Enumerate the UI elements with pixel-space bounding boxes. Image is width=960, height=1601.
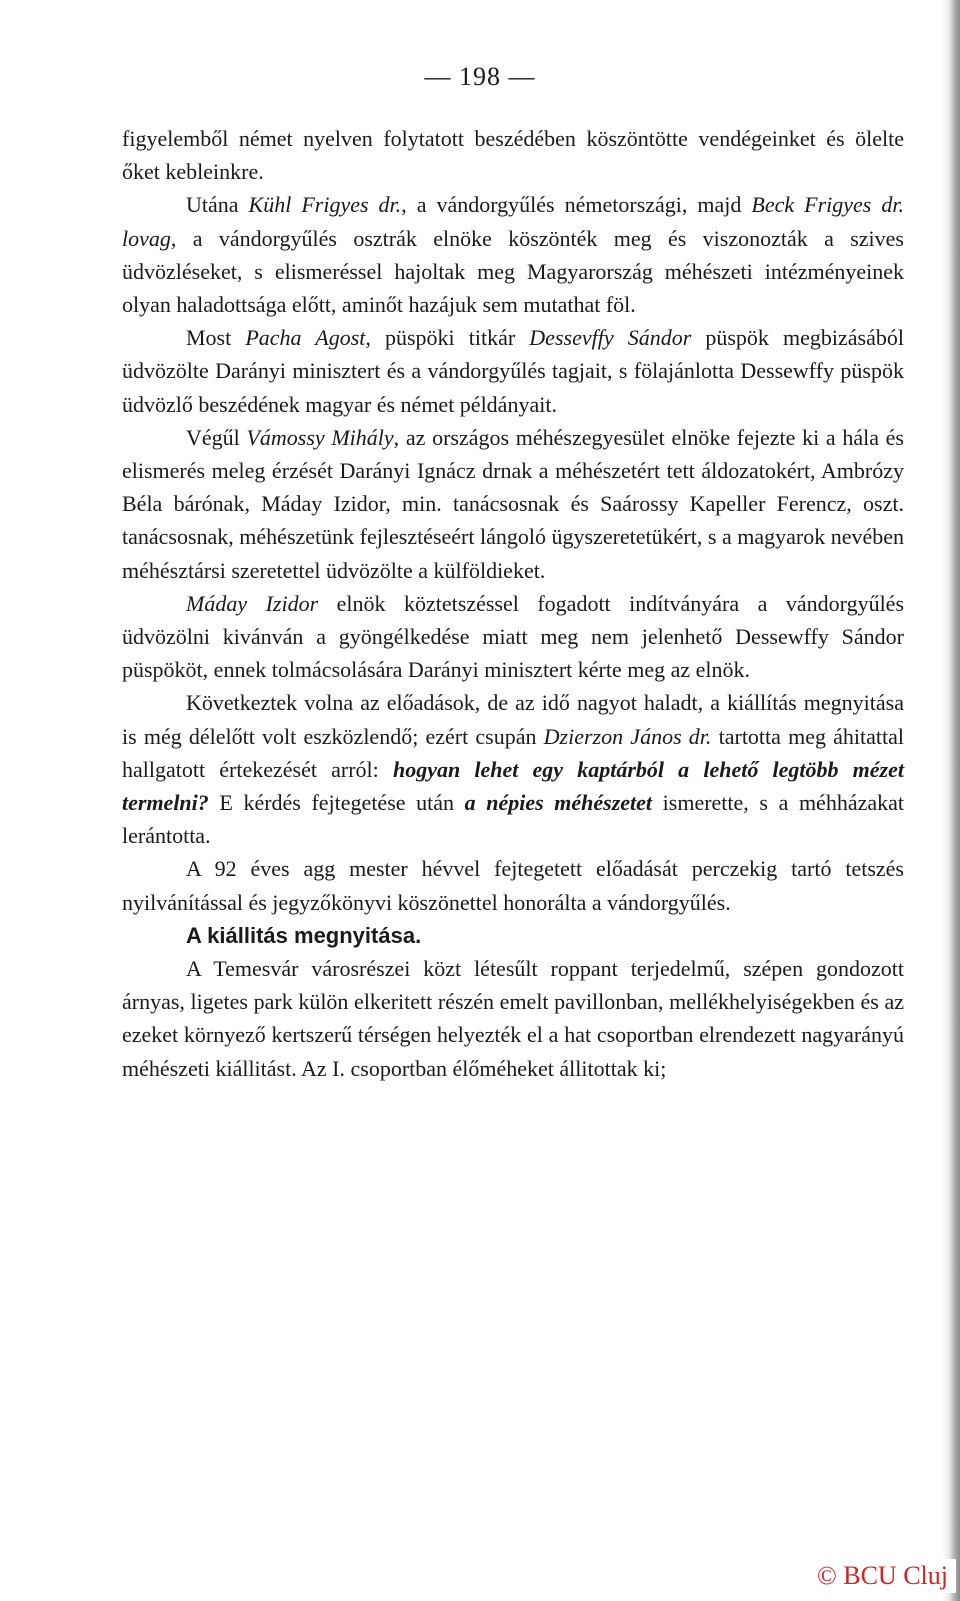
paragraph-3-text-c: püspök megbizásából üdvözölte Darányi minisztert és a vándorgyűlés tagjait, s fölajánlotta Dessewffy püspök üdvözlő beszédének magyar és német példányait.	[122, 325, 904, 417]
paragraph-4	[122, 421, 904, 587]
person-name-beck: Beck Frigyes dr. lovag	[122, 192, 905, 251]
person-name-pacha: Pacha Agost	[245, 325, 366, 351]
person-name-vamossy: Vámossy Mihály	[246, 424, 394, 450]
paragraph-2-text-a: Utána	[186, 192, 249, 218]
library-watermark: © BCU Cluj	[809, 1559, 956, 1593]
paragraph-5	[122, 587, 904, 687]
lecture-title: hogyan lehet egy kaptárból a lehető legtöbb mézet termelni?	[122, 756, 904, 816]
paragraph-6-text-d: ismerette, s a méhházakat lerántotta.	[122, 790, 904, 849]
body-text	[122, 122, 904, 1085]
paragraph-1-text: figyelemből német nyelven folytatott beszédében köszöntötte vendégeinket és ölelte őket kebleinkre.	[122, 126, 904, 185]
section-heading: A kiállitás megnyitása.	[186, 922, 422, 948]
paragraph-4-text-a: Végűl	[186, 424, 247, 450]
paragraph-2	[122, 188, 904, 321]
paragraph-3	[122, 321, 904, 421]
paragraph-6	[122, 686, 904, 852]
paragraph-5-text-a: elnök köztetszéssel fogadott indítványára a vándorgyűlés üdvözölni kivánván a gyöngélkedése miatt meg nem jelenhető Dessewffy Sándor püspököt, ennek tolmácsolására Darányi minisztert kérte meg az elnök.	[122, 590, 905, 683]
paragraph-6-text-a: Következtek volna az előadások, de az idő nagyot haladt, a kiállítás megnyitása is még délelőtt volt eszközlendő; ezért csupán	[122, 690, 904, 749]
person-name-dzierzon: Dzierzon János dr.	[543, 723, 712, 749]
paragraph-2-text-b: , a vándorgyűlés németországi, majd	[401, 192, 752, 218]
paragraph-6-text-b: tartotta meg áhitattal hallgatott értekezését arról:	[122, 723, 905, 782]
paragraph-8	[122, 952, 904, 1085]
person-name-maday: Máday Izidor	[186, 590, 319, 616]
paragraph-1	[122, 122, 904, 188]
page-number: — 198 —	[424, 62, 536, 91]
page-edge-shadow	[942, 0, 960, 1601]
paragraph-8-text: A Temesvár városrészei közt létesűlt roppant terjedelmű, szépen gondozott árnyas, ligetes park külön elkeritett részén emelt pavillonban, mellékhelyiségekben és az ezeket környező kertszerű térségen helyezték el a hat csoportban elrendezett nagyarányú méhészeti kiállitást. Az I. csoportban élőméheket állitottak ki;	[122, 956, 904, 1081]
paragraph-3-text-a: Most	[186, 325, 246, 351]
paragraph-6-text-c: E kérdés fejtegetése után	[208, 790, 465, 816]
person-name-dessevffy: Dessevffy Sándor	[529, 325, 692, 351]
paragraph-2-text-c: , a vándorgyűlés osztrák elnöke köszönték meg és viszonozták a szives üdvözléseket, s elismeréssel hajoltak meg Magyarország méhészeti intézményeinek olyan haladottsága előtt, aminőt hazájuk sem mutathat föl.	[122, 225, 904, 318]
paragraph-3-text-b: , püspöki titkár	[365, 325, 530, 351]
paragraph-4-text-b: , az országos méhészegyesület elnöke fejezte ki a hála és elismerés meleg érzését Darányi Ignácz drnak a méhészetért tett áldozatokért, Ambrózy Béla bárónak, Máday Izidor, min. tanácsosnak és Saárossy Kapeller Ferencz, oszt. tanácsosnak, méhészetünk fejlesztéseért lángoló ügyszeretetükért, s a magyarok nevében méhésztársi szeretettel üdvözölte a külföldieket.	[122, 424, 904, 583]
paragraph-7-text: A 92 éves agg mester hévvel fejtegetett előadását perczekig tartó tetszés nyilvánítással és jegyzőkönyvi köszönettel honorálta a vándorgyűlés.	[122, 856, 904, 915]
paragraph-7	[122, 852, 904, 918]
person-name-kuhl: Kühl Frigyes dr.	[248, 192, 402, 218]
topic-folk-beekeeping: a népies méhészetet	[464, 790, 653, 816]
